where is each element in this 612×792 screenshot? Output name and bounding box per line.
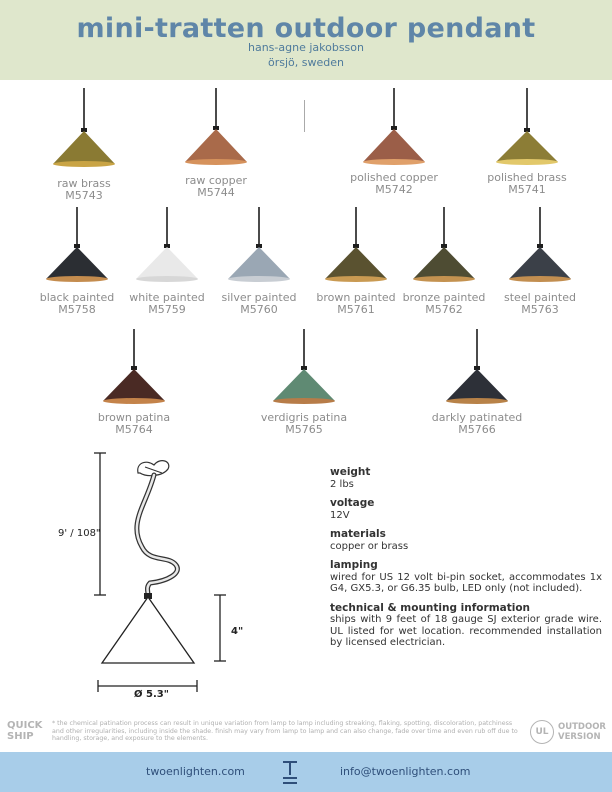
pendant-shade-icon <box>24 88 144 170</box>
pendant-shade-icon <box>417 329 537 407</box>
ul-listed-icon: UL <box>530 720 554 744</box>
page-title: mini-tratten outdoor pendant <box>76 13 536 44</box>
designer-name: hans-agne jakobsson <box>248 41 364 54</box>
outdoor-label: OUTDOOR <box>558 722 606 732</box>
spec-label: weight <box>330 466 371 478</box>
lamp-finish-name: brown painted <box>316 291 396 304</box>
pendant-shade-icon <box>334 88 454 168</box>
diameter-label: Ø 5.3" <box>134 689 169 700</box>
height-label: 9' / 108" <box>58 528 101 539</box>
spec-value: copper or brass <box>330 540 409 552</box>
lamp-finish-name: raw copper <box>185 174 247 187</box>
spec-lamping <box>330 560 602 595</box>
pendant-shade-icon <box>244 329 364 407</box>
outdoor-version-badge <box>558 722 606 742</box>
lamp-finish-name: black painted <box>39 291 115 304</box>
lamp-model-code: M5760 <box>240 303 278 316</box>
email-link[interactable]: info@twoenlighten.com <box>340 765 471 778</box>
lamp-finish-name: silver painted <box>221 291 297 304</box>
shade-height-label: 4" <box>231 626 244 637</box>
lamp-finish-name: darkly patinated <box>431 411 523 424</box>
ship-label: SHIP <box>7 731 34 742</box>
footer-band <box>0 752 612 792</box>
quick-label: QUICK <box>7 720 43 731</box>
lamp-model-code: M5764 <box>115 423 153 436</box>
lamp-finish-name: verdigris patina <box>260 411 348 424</box>
spec-value: 12V <box>330 509 350 521</box>
lamp-model-code: M5763 <box>521 303 559 316</box>
spec-materials <box>330 529 602 552</box>
spec-voltage <box>330 498 602 521</box>
lamp-model-code: M5766 <box>458 423 496 436</box>
brand-logo-icon <box>282 760 298 790</box>
spec-value: wired for US 12 volt bi-pin socket, accommodates 1x G4, GX5.3, or G6.35 bulb, LED only (not included). <box>330 571 602 594</box>
website-link[interactable]: twoenlighten.com <box>146 765 245 778</box>
lamp-model-code: M5762 <box>425 303 463 316</box>
spec-label: voltage <box>330 497 375 509</box>
lamp-finish-name: steel painted <box>504 291 576 304</box>
origin: örsjö, sweden <box>268 56 344 69</box>
pendant-shade-icon <box>467 88 587 168</box>
spec-label: materials <box>330 528 386 540</box>
version-label: VERSION <box>558 732 601 742</box>
spec-weight <box>330 467 602 490</box>
lamp-model-code: M5743 <box>65 189 103 202</box>
lamp-model-code: M5744 <box>197 186 235 199</box>
spec-label: lamping <box>330 559 378 571</box>
lamp-finish-name: brown patina <box>97 411 171 424</box>
lamp-finish-name: white painted <box>129 291 205 304</box>
patina-footnote: * the chemical patination process can result in unique variation from lamp to lamp including streaking, flaking, spotting, discoloration, patchiness and other irregularities, including inside the shade. finish may vary from lamp to lamp and can also change, fade over time and even rub off due to handling, storage, and exposure to the elements. <box>52 720 518 742</box>
lamp-finish-name: polished brass <box>487 171 567 184</box>
lamp-model-code: M5759 <box>148 303 186 316</box>
row-divider <box>304 100 305 132</box>
spec-list <box>330 467 602 657</box>
lamp-model-code: M5741 <box>508 183 546 196</box>
spec-technical <box>330 603 602 649</box>
spec-value: 2 lbs <box>330 478 354 490</box>
spec-label: technical & mounting information <box>330 601 531 614</box>
lamp-finish-name: bronze painted <box>402 291 486 304</box>
pendant-shade-icon <box>74 329 194 407</box>
lamp-model-code: M5742 <box>375 183 413 196</box>
quick-ship-badge <box>7 720 42 742</box>
header-band <box>0 0 612 80</box>
lamp-finish-name: raw brass <box>57 177 111 190</box>
lamp-model-code: M5765 <box>285 423 323 436</box>
dimension-diagram <box>50 445 250 700</box>
lamp-finish-name: polished copper <box>350 171 438 184</box>
pendant-shade-icon <box>480 207 600 285</box>
lamp-model-code: M5761 <box>337 303 375 316</box>
spec-value: ships with 9 feet of 18 gauge SJ exterior grade wire. UL listed for wet location. recommended installation by licensed electrician. <box>330 614 602 648</box>
pendant-shade-icon <box>156 88 276 168</box>
lamp-model-code: M5758 <box>58 303 96 316</box>
